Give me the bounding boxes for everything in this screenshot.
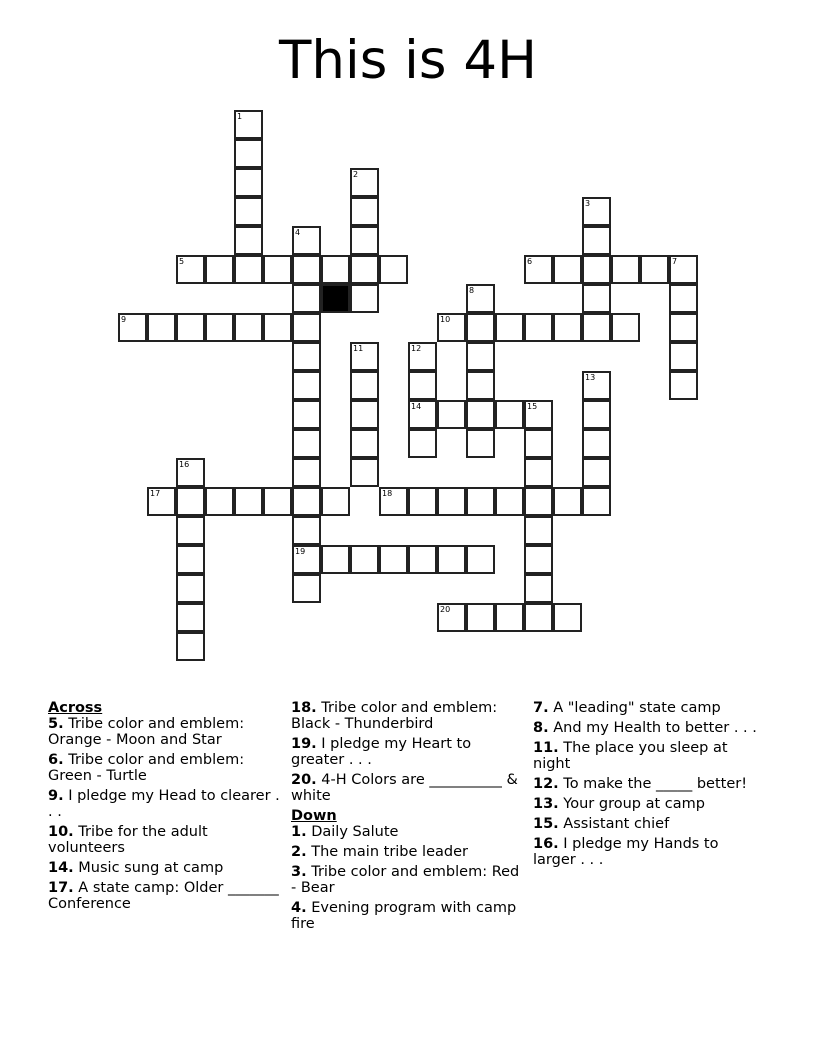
clue-number: 15 — [527, 402, 538, 411]
grid-cell[interactable] — [292, 516, 321, 545]
grid-cell[interactable] — [292, 574, 321, 603]
grid-cell[interactable] — [466, 342, 495, 371]
clue-number: 10 — [440, 315, 451, 324]
down-clue — [533, 816, 765, 832]
clue-text: A "leading" state camp — [553, 700, 721, 716]
across-clue — [48, 716, 280, 748]
grid-cell[interactable] — [669, 313, 698, 342]
grid-cell[interactable] — [524, 458, 553, 487]
clue-text: The main tribe leader — [311, 844, 468, 860]
grid-cell[interactable] — [466, 371, 495, 400]
grid-cell[interactable] — [350, 284, 379, 313]
grid-cell[interactable] — [582, 313, 611, 342]
grid-cell[interactable] — [292, 458, 321, 487]
across-clue — [48, 824, 280, 856]
grid-cell[interactable] — [176, 458, 205, 487]
clue-text: I pledge my Head to clearer . . . — [48, 788, 280, 820]
clue-text: Assistant chief — [563, 816, 670, 832]
grid-cell[interactable] — [669, 342, 698, 371]
grid-cell[interactable] — [234, 139, 263, 168]
grid-cell[interactable] — [408, 545, 437, 574]
grid-cell[interactable] — [263, 255, 292, 284]
grid-cell[interactable] — [611, 313, 640, 342]
clue-num: 10. — [48, 824, 74, 840]
grid-cell[interactable] — [408, 487, 437, 516]
grid-cell[interactable] — [553, 603, 582, 632]
grid-cell[interactable] — [292, 313, 321, 342]
grid-cell[interactable] — [495, 603, 524, 632]
across-clue — [291, 700, 523, 732]
clue-number: 20 — [440, 605, 451, 614]
clue-text: Evening program with camp fire — [291, 900, 517, 932]
grid-cell[interactable] — [350, 342, 379, 371]
grid-cell[interactable] — [321, 255, 350, 284]
grid-cell[interactable] — [524, 313, 553, 342]
grid-cell[interactable] — [408, 400, 437, 429]
grid-cell[interactable] — [176, 255, 205, 284]
grid-cell[interactable] — [292, 255, 321, 284]
grid-cell[interactable] — [379, 487, 408, 516]
clues-column-2 — [291, 700, 523, 936]
clue-number: 17 — [150, 489, 161, 498]
grid-cell[interactable] — [611, 255, 640, 284]
grid-cell[interactable] — [379, 255, 408, 284]
grid-cell[interactable] — [234, 313, 263, 342]
grid-cell[interactable] — [350, 371, 379, 400]
clue-number: 3 — [585, 199, 591, 208]
grid-cell[interactable] — [553, 255, 582, 284]
grid-cell[interactable] — [205, 313, 234, 342]
down-clue — [291, 900, 523, 932]
clue-number: 2 — [353, 170, 359, 179]
grid-cell[interactable] — [292, 226, 321, 255]
grid-cell[interactable] — [466, 603, 495, 632]
across-clue — [291, 736, 523, 768]
clue-text: Tribe for the adult volunteers — [48, 824, 208, 856]
down-clue — [291, 844, 523, 860]
down-clue — [533, 700, 765, 716]
clue-num: 1. — [291, 824, 307, 840]
grid-cell[interactable] — [205, 487, 234, 516]
grid-cell[interactable] — [466, 545, 495, 574]
down-clue — [533, 796, 765, 812]
clue-number: 7 — [672, 257, 678, 266]
clue-number: 5 — [179, 257, 185, 266]
down-clue — [533, 740, 765, 772]
clue-num: 14. — [48, 860, 74, 876]
grid-cell[interactable] — [524, 603, 553, 632]
clue-number: 9 — [121, 315, 127, 324]
grid-cell[interactable] — [582, 458, 611, 487]
page-title: This is 4H — [279, 30, 537, 91]
clue-number: 8 — [469, 286, 475, 295]
across-clue — [291, 772, 523, 804]
clue-text: Music sung at camp — [78, 860, 224, 876]
clue-num: 19. — [291, 736, 317, 752]
clue-num: 8. — [533, 720, 549, 736]
grid-cell[interactable] — [176, 487, 205, 516]
clue-text: A state camp: Older _______ Conference — [48, 880, 279, 912]
grid-cell[interactable] — [292, 545, 321, 574]
grid-cell[interactable] — [466, 313, 495, 342]
grid-cell[interactable] — [524, 574, 553, 603]
across-clue — [48, 788, 280, 820]
grid-cell[interactable] — [553, 313, 582, 342]
clue-text: I pledge my Hands to larger . . . — [533, 836, 719, 868]
grid-cell[interactable] — [582, 284, 611, 313]
clue-num: 11. — [533, 740, 559, 756]
down-clue — [533, 836, 765, 868]
grid-cell[interactable] — [234, 255, 263, 284]
down-clue — [533, 720, 765, 736]
across-clue — [48, 860, 280, 876]
clue-text: Daily Salute — [311, 824, 399, 840]
grid-cell[interactable] — [292, 487, 321, 516]
clue-num: 17. — [48, 880, 74, 896]
grid-cell[interactable] — [176, 574, 205, 603]
clue-number: 16 — [179, 460, 190, 469]
grid-cell[interactable] — [437, 400, 466, 429]
grid-cell[interactable] — [437, 487, 466, 516]
grid-cell[interactable] — [669, 371, 698, 400]
grid-cell[interactable] — [408, 371, 437, 400]
grid-cell[interactable] — [234, 487, 263, 516]
clue-num: 20. — [291, 772, 317, 788]
grid-cell[interactable] — [292, 400, 321, 429]
grid-cell[interactable] — [582, 371, 611, 400]
grid-cell[interactable] — [263, 313, 292, 342]
grid-cell[interactable] — [437, 313, 466, 342]
grid-cell[interactable] — [292, 342, 321, 371]
grid-cell[interactable] — [495, 400, 524, 429]
grid-cell[interactable] — [350, 168, 379, 197]
clue-number: 14 — [411, 402, 422, 411]
grid-cell[interactable] — [147, 487, 176, 516]
clue-num: 2. — [291, 844, 307, 860]
clue-text: 4-H Colors are __________ & white — [291, 772, 518, 804]
grid-cell[interactable] — [582, 429, 611, 458]
grid-cell[interactable] — [263, 487, 292, 516]
across-heading: Across — [48, 700, 103, 716]
clue-number: 19 — [295, 547, 306, 556]
grid-cell[interactable] — [321, 545, 350, 574]
grid-cell[interactable] — [321, 487, 350, 516]
grid-cell[interactable] — [524, 487, 553, 516]
grid-cell[interactable] — [350, 458, 379, 487]
clue-number: 6 — [527, 257, 533, 266]
grid-cell[interactable] — [234, 168, 263, 197]
clue-num: 18. — [291, 700, 317, 716]
clues-column-1 — [48, 700, 280, 916]
grid-cell[interactable] — [640, 255, 669, 284]
clue-num: 13. — [533, 796, 559, 812]
down-heading: Down — [291, 808, 337, 824]
grid-cell[interactable] — [466, 487, 495, 516]
clue-number: 11 — [353, 344, 364, 353]
grid-cell[interactable] — [524, 400, 553, 429]
grid-cell[interactable] — [466, 400, 495, 429]
grid-cell[interactable] — [408, 342, 437, 371]
grid-cell[interactable] — [118, 313, 147, 342]
grid-cell[interactable] — [176, 603, 205, 632]
clue-num: 6. — [48, 752, 64, 768]
grid-cell[interactable] — [234, 110, 263, 139]
grid-cell[interactable] — [350, 545, 379, 574]
clue-number: 4 — [295, 228, 301, 237]
down-clue — [291, 864, 523, 896]
grid-cell[interactable] — [292, 429, 321, 458]
grid-cell[interactable] — [176, 545, 205, 574]
grid-cell[interactable] — [524, 545, 553, 574]
clue-text: I pledge my Heart to greater . . . — [291, 736, 472, 768]
grid-cell[interactable] — [234, 197, 263, 226]
across-clue — [48, 880, 280, 912]
clue-num: 3. — [291, 864, 307, 880]
grid-cell[interactable] — [350, 255, 379, 284]
clue-number: 12 — [411, 344, 422, 353]
grid-cell[interactable] — [495, 487, 524, 516]
clue-text: Tribe color and emblem: Orange - Moon and Star — [48, 716, 245, 748]
grid-cell[interactable] — [437, 603, 466, 632]
grid-cell[interactable] — [466, 284, 495, 313]
grid-cell[interactable] — [553, 487, 582, 516]
clue-number: 18 — [382, 489, 393, 498]
grid-cell[interactable] — [669, 284, 698, 313]
grid-cell[interactable] — [582, 400, 611, 429]
down-clue — [291, 824, 523, 840]
grid-cell[interactable] — [408, 429, 437, 458]
clue-text: Tribe color and emblem: Black - Thunderbird — [291, 700, 498, 732]
down-clue — [533, 776, 765, 792]
grid-cell[interactable] — [176, 632, 205, 661]
clue-text: Your group at camp — [563, 796, 705, 812]
clue-text: To make the _____ better! — [563, 776, 748, 792]
grid-cell[interactable] — [582, 487, 611, 516]
clues-column-3 — [533, 700, 765, 872]
grid-cell[interactable] — [582, 255, 611, 284]
grid-cell[interactable] — [524, 516, 553, 545]
across-clue — [48, 752, 280, 784]
clue-num: 4. — [291, 900, 307, 916]
grid-cell[interactable] — [205, 255, 234, 284]
grid-cell[interactable] — [147, 313, 176, 342]
grid-cell[interactable] — [292, 371, 321, 400]
grid-cell[interactable] — [176, 516, 205, 545]
grid-cell[interactable] — [495, 313, 524, 342]
grid-cell[interactable] — [669, 255, 698, 284]
clue-num: 9. — [48, 788, 64, 804]
grid-cell[interactable] — [350, 197, 379, 226]
clue-num: 5. — [48, 716, 64, 732]
grid-cell[interactable] — [292, 284, 321, 313]
grid-cell[interactable] — [466, 429, 495, 458]
grid-cell[interactable] — [234, 226, 263, 255]
grid-cell[interactable] — [350, 226, 379, 255]
clue-num: 12. — [533, 776, 559, 792]
clue-text: And my Health to better . . . — [553, 720, 757, 736]
clue-number: 13 — [585, 373, 596, 382]
clue-num: 15. — [533, 816, 559, 832]
clue-text: Tribe color and emblem: Green - Turtle — [48, 752, 245, 784]
grid-cell[interactable] — [524, 429, 553, 458]
clue-text: Tribe color and emblem: Red - Bear — [291, 864, 520, 896]
grid-cell[interactable] — [379, 545, 408, 574]
grid-cell[interactable] — [437, 545, 466, 574]
clue-num: 16. — [533, 836, 559, 852]
grid-cell[interactable] — [524, 255, 553, 284]
grid-cell[interactable] — [350, 429, 379, 458]
grid-cell[interactable] — [582, 226, 611, 255]
clue-num: 7. — [533, 700, 549, 716]
grid-cell[interactable] — [350, 400, 379, 429]
grid-cell[interactable] — [582, 197, 611, 226]
clue-number: 1 — [237, 112, 243, 121]
grid-cell[interactable] — [176, 313, 205, 342]
black-cell — [321, 284, 350, 313]
clue-text: The place you sleep at night — [533, 740, 728, 772]
